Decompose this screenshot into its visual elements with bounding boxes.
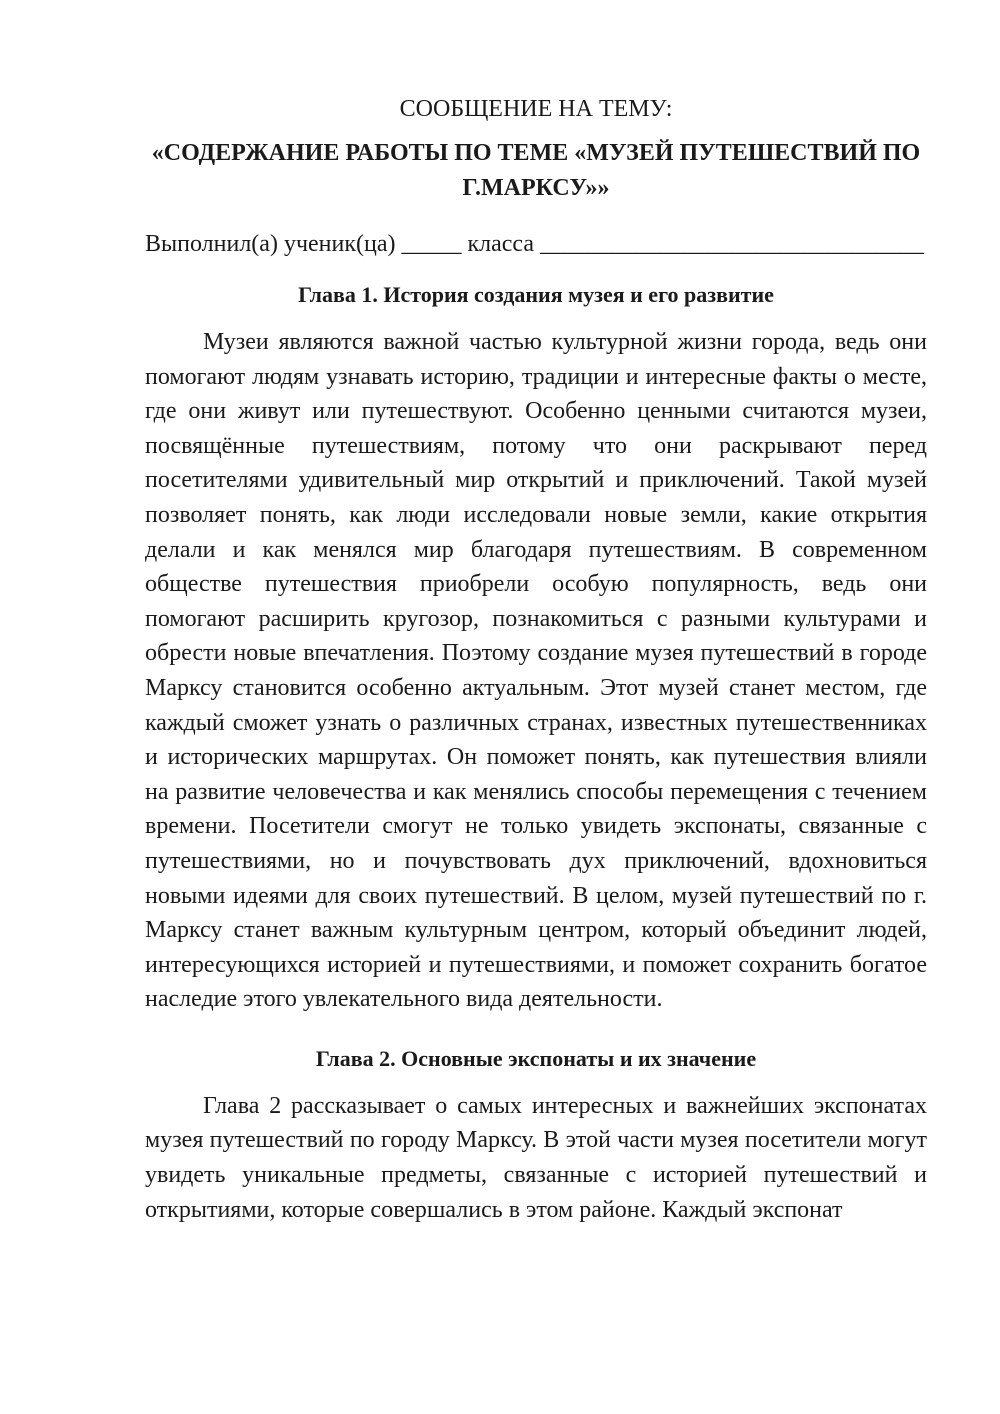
chapter-1-paragraph: Музеи являются важной частью культурной жизни города, ведь они помогают людям узнавать историю, традиции и интересные факты о месте, где они живут или путешествуют. Особенно ценными считаются музеи, посвящённые путешествиям, потому что они раскрывают перед посетителями удивительный мир открытий и приключений. Такой музей позволяет понять, как люди исследовали новые земли, какие открытия делали и как менялся мир благодаря путешествиям. В современном обществе путешествия приобрели особую популярность, ведь они помогают расширить кругозор, познакомиться с разными культурами и обрести новые впечатления. Поэтому создание музея путешествий в городе Марксу становится особенно актуальным. Этот музей станет местом, где каждый сможет узнать о различных странах, известных путешественниках и исторических маршрутах. Он поможет понять, как путешествия влияли на развитие человечества и как менялись способы перемещения с течением времени. Посетители смогут не только увидеть экспонаты, связанные с путешествиями, но и почувствовать дух приключений, вдохновиться новыми идеями для своих путешествий. В целом, музей путешествий по г. Марксу станет важным культурным центром, который объединит людей, интересующихся историей и путешествиями, и поможет сохранить богатое наследие этого увлекательного вида деятельности.: [145, 329, 927, 1013]
document-title: «СОДЕРЖАНИЕ РАБОТЫ ПО ТЕМЕ «МУЗЕЙ ПУТЕШЕСТВИЙ ПО Г.МАРКСУ»»: [151, 140, 921, 201]
document-page: [145, 92, 927, 1253]
document-header: СООБЩЕНИЕ НА ТЕМУ:: [399, 96, 673, 122]
author-line: Выполнил(а) ученик(ца) _____ класса ________________________________: [145, 231, 925, 257]
chapter-2-paragraph: Глава 2 рассказывает о самых интересных и важнейших экспонатах музея путешествий по городу Марксу. В этой части музея посетители могут увидеть уникальные предметы, связанные с историей путешествий и открытиями, которые совершались в этом районе. Каждый экспонат: [145, 1092, 927, 1223]
chapter-2-title: Глава 2. Основные экспонаты и их значение: [315, 1045, 757, 1071]
chapter-1-title: Глава 1. История создания музея и его развитие: [298, 282, 774, 307]
